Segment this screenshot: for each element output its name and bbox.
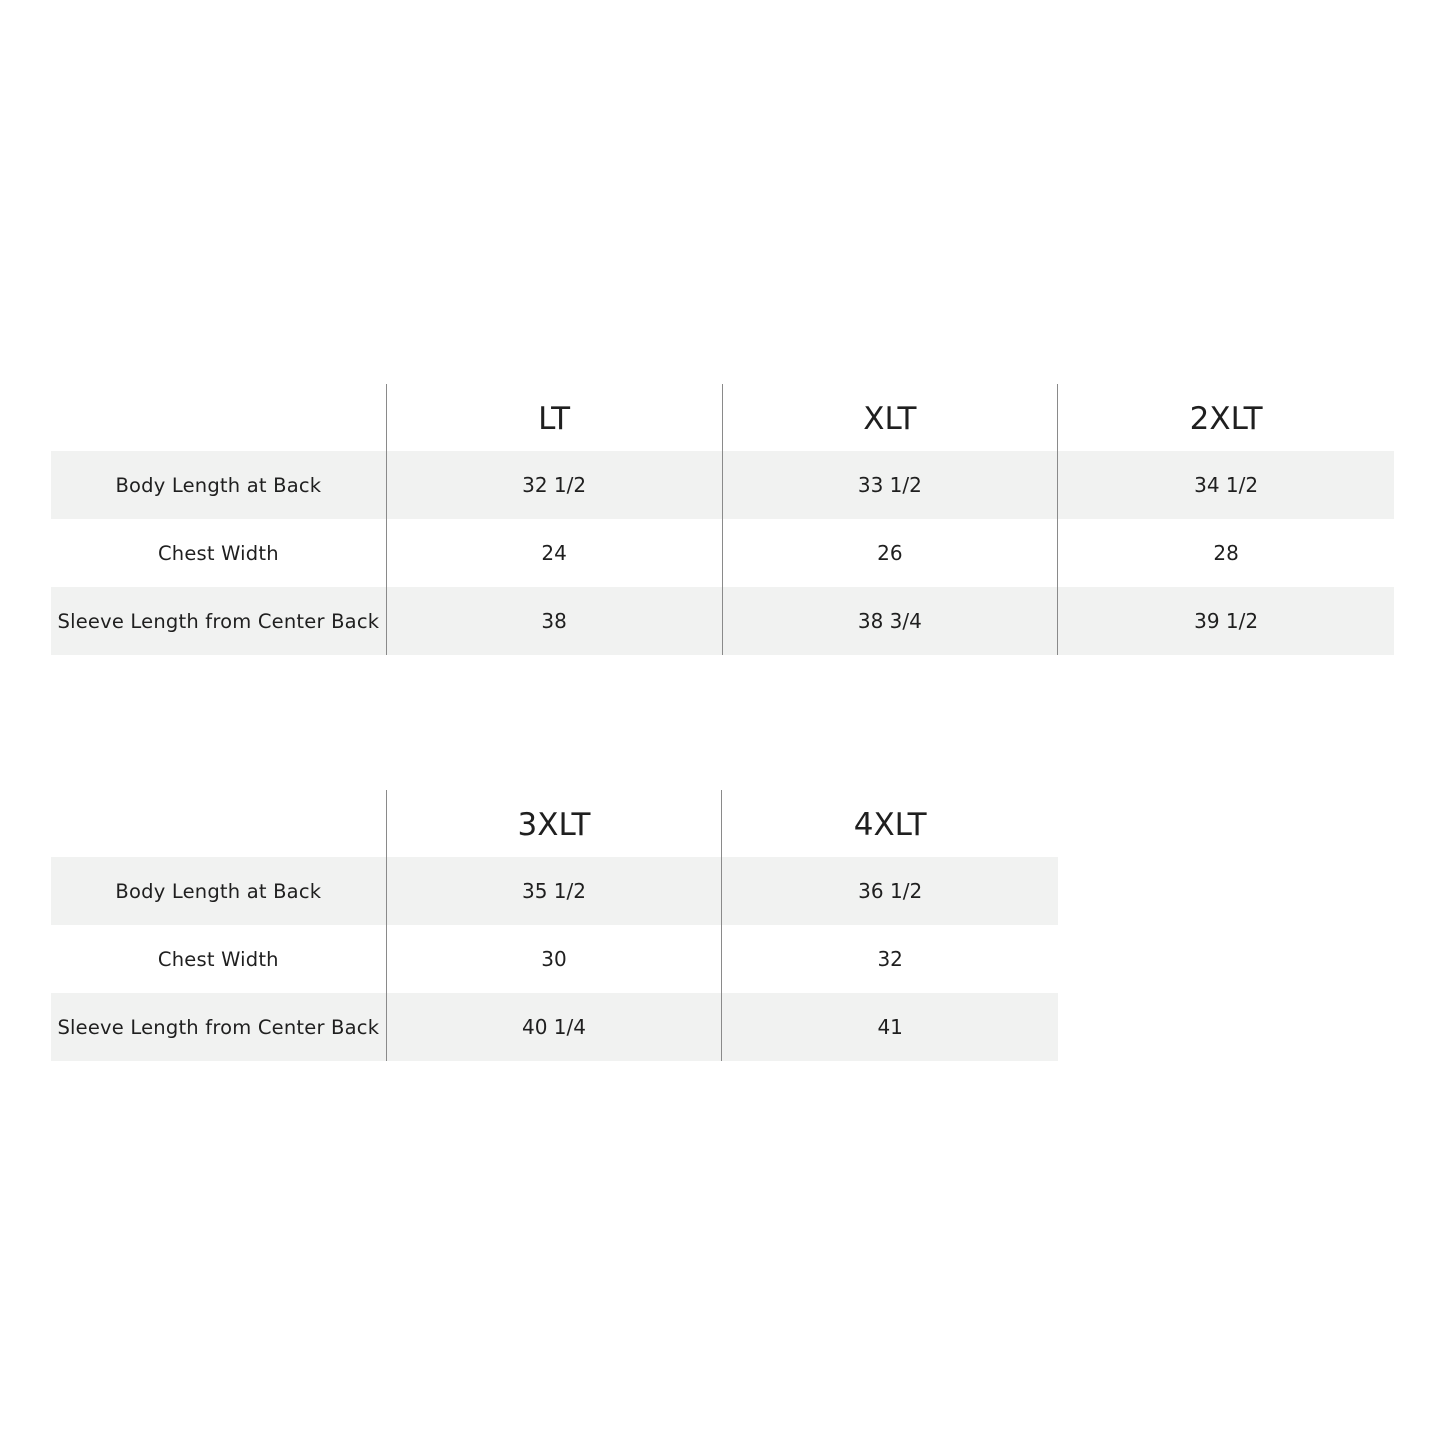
row-label-sleeve-length: Sleeve Length from Center Back	[51, 587, 387, 655]
value-cell: 36 1/2	[858, 879, 923, 903]
row-label-body-length: Body Length at Back	[51, 451, 387, 519]
table-row	[51, 587, 1394, 655]
row-label-sleeve-length: Sleeve Length from Center Back	[51, 993, 387, 1061]
value-cell: 32 1/2	[387, 451, 723, 519]
value-cell: 32	[877, 947, 903, 971]
row-label-body-length: Body Length at Back	[51, 857, 387, 925]
size-chart-table-2	[51, 790, 1058, 1061]
table-row	[51, 925, 1058, 993]
value-cell: 30	[387, 925, 723, 993]
size-chart-table-1	[51, 384, 1394, 655]
table-row	[51, 993, 1058, 1061]
value-cell: 28	[1213, 541, 1239, 565]
header-empty-cell	[51, 790, 387, 857]
size-header-4xlt: 4XLT	[853, 806, 927, 843]
value-cell: 40 1/4	[387, 993, 723, 1061]
row-label-chest-width: Chest Width	[51, 519, 387, 587]
value-cell: 38	[387, 587, 723, 655]
value-cell: 26	[723, 519, 1059, 587]
value-cell: 34 1/2	[1194, 473, 1259, 497]
size-header-row	[51, 790, 1058, 857]
value-cell: 39 1/2	[1194, 609, 1259, 633]
size-header-3xlt: 3XLT	[387, 790, 723, 857]
size-header-2xlt: 2XLT	[1189, 400, 1263, 437]
table-row	[51, 451, 1394, 519]
value-cell: 33 1/2	[723, 451, 1059, 519]
value-cell: 41	[877, 1015, 903, 1039]
value-cell: 35 1/2	[387, 857, 723, 925]
size-header-lt: LT	[387, 384, 723, 451]
row-label-chest-width: Chest Width	[51, 925, 387, 993]
table-row	[51, 519, 1394, 587]
header-empty-cell	[51, 384, 387, 451]
size-header-xlt: XLT	[723, 384, 1059, 451]
table-row	[51, 857, 1058, 925]
value-cell: 24	[387, 519, 723, 587]
size-header-row	[51, 384, 1394, 451]
value-cell: 38 3/4	[723, 587, 1059, 655]
